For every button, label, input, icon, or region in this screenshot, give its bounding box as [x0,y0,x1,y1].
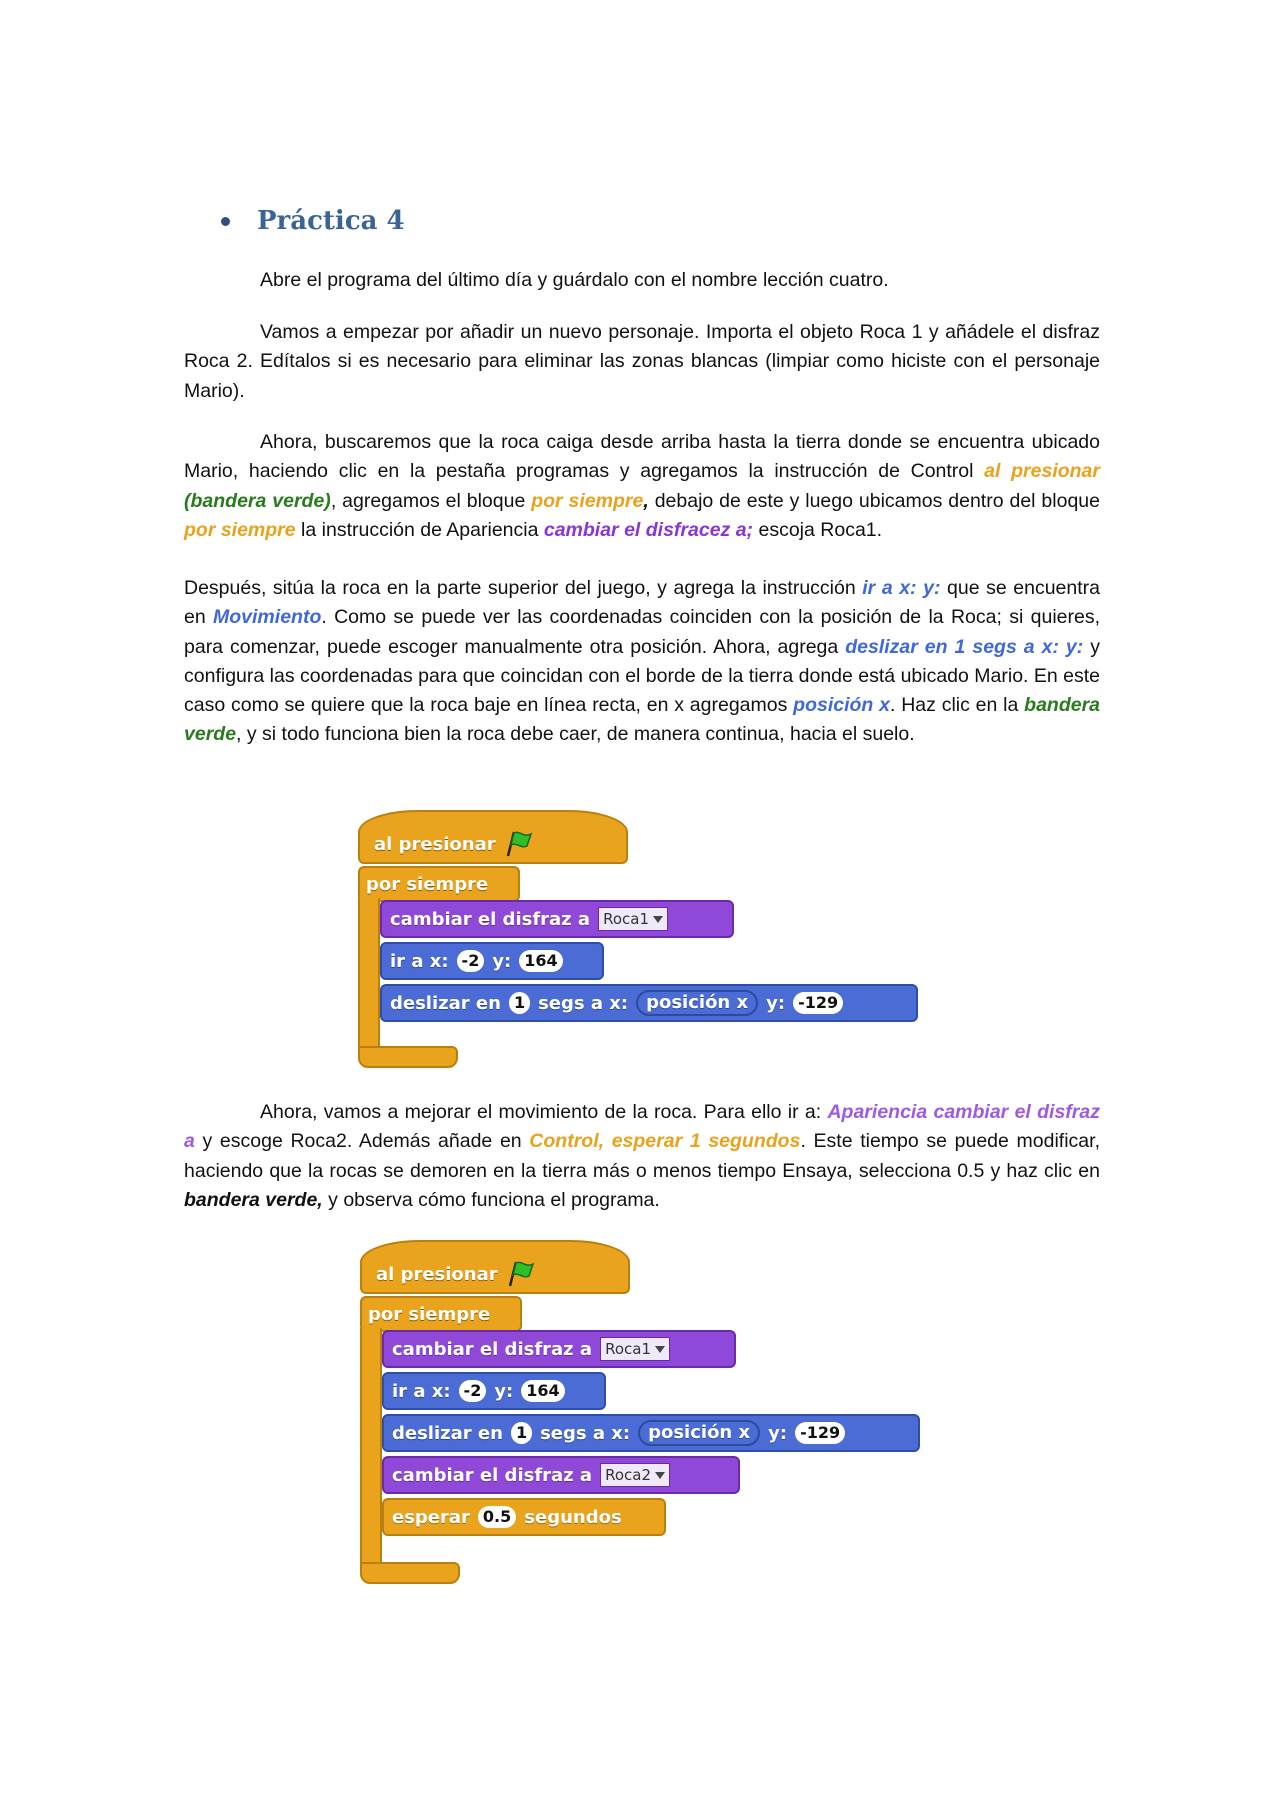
when-flag-clicked-block [360,1240,630,1294]
block-label: deslizar en [392,1422,503,1444]
hat-label: al presionar [376,1263,498,1285]
block-label: y: [768,1422,788,1444]
block-label: y: [494,1380,514,1402]
block-label: ir a x: [392,1380,451,1402]
dropdown-arrow-icon [653,916,663,923]
hat-label: al presionar [374,833,496,855]
block-label: esperar [392,1506,470,1528]
go-to-xy-block [380,942,604,980]
block-label: cambiar el disfraz a [392,1338,593,1360]
block-label: segundos [524,1506,622,1528]
switch-costume-block [382,1330,736,1368]
paragraph-movement: Después, sitúa la roca en la parte superior del juego, y agrega la instrucción ir a x: y: que se encuentra en Movimiento. Como se puede ver las coordenadas coinciden con la posición de la Roca; si quieres, para comenzar, puede escoger manualmente otra posición. Ahora, agrega deslizar en 1 segs a x: y: y configura las coordenadas para que coincidan con el borde de la tierra donde está ubicado Mario. En este caso como se quiere que la roca baje en línea recta, en x agregamos posición x. Haz clic en la bandera verde, y si todo funciona bien la roca debe caer, de manera continua, hacia el suelo. [184,577,1101,746]
scratch-script-2 [360,1240,920,1592]
paragraph-intro: Abre el programa del último día y guárdalo con el nombre lección cuatro. [260,269,889,291]
secs-input: 1 [511,1422,532,1444]
y-input: 164 [521,1380,564,1402]
x-position-reporter: posición x [636,990,758,1016]
forever-arm [360,1328,382,1564]
forever-bottom [358,1046,458,1068]
block-label: ir a x: [390,950,449,972]
dropdown-arrow-icon [655,1346,665,1353]
scratch-script-1 [358,810,918,1072]
x-input: -2 [459,1380,487,1402]
forever-label: por siempre [368,1304,491,1325]
green-flag-icon [504,830,534,858]
forever-arm [358,898,380,1050]
wait-block [382,1498,666,1536]
heading-title: Práctica 4 [257,206,405,236]
secs-input: 1 [509,992,530,1014]
dropdown-value: Roca1 [603,910,649,928]
paragraph-instructions: Ahora, buscaremos que la roca caiga desde arriba hasta la tierra donde se encuentra ubicado Mario, haciendo clic en la pestaña programas y agregamos la instrucción de Control al presionar (bandera verde), agregamos el bloque por siempre, debajo de este y luego ubicamos dentro del bloque por siempre la instrucción de Apariencia cambiar el disfracez a; escoja Roca1. [184,431,1100,541]
wait-input: 0.5 [478,1506,516,1528]
forever-label: por siempre [366,874,489,895]
block-label: cambiar el disfraz a [390,908,591,930]
forever-block [360,1296,522,1332]
forever-bottom [360,1562,460,1584]
section-heading [221,206,405,236]
bullet-icon [221,217,230,226]
paragraph-add-sprite: Vamos a empezar por añadir un nuevo personaje. Importa el objeto Roca 1 y añádele el disfraz Roca 2. Edítalos si es necesario para eliminar las zonas blancas (limpiar como hiciste con el personaje Mario). [184,321,1100,402]
glide-block [380,984,918,1022]
y-input: 164 [519,950,562,972]
dropdown-value: Roca1 [605,1340,651,1358]
costume-dropdown [598,907,668,931]
costume-dropdown [600,1337,670,1361]
green-flag-icon [506,1260,536,1288]
glide-block [382,1414,920,1452]
forever-block [358,866,520,902]
switch-costume-block [380,900,734,938]
dropdown-value: Roca2 [605,1466,651,1484]
block-label: cambiar el disfraz a [392,1464,593,1486]
block-label: y: [766,992,786,1014]
x-input: -2 [457,950,485,972]
block-label: segs a x: [538,992,629,1014]
block-label: deslizar en [390,992,501,1014]
switch-costume-block-2 [382,1456,740,1494]
y-input: -129 [793,992,843,1014]
costume-dropdown [600,1463,670,1487]
go-to-xy-block [382,1372,606,1410]
block-label: y: [492,950,512,972]
paragraph-improve: Ahora, vamos a mejorar el movimiento de la roca. Para ello ir a: Apariencia cambiar el disfraz a y escoge Roca2. Además añade en Control, esperar 1 segundos. Este tiempo se puede modificar, haciendo que la rocas se demoren en la tierra más o menos tiempo Ensaya, selecciona 0.5 y haz clic en bandera verde, y observa cómo funciona el programa. [184,1101,1100,1211]
dropdown-arrow-icon [655,1472,665,1479]
when-flag-clicked-block [358,810,628,864]
block-label: segs a x: [540,1422,631,1444]
y-input: -129 [795,1422,845,1444]
x-position-reporter: posición x [638,1420,760,1446]
